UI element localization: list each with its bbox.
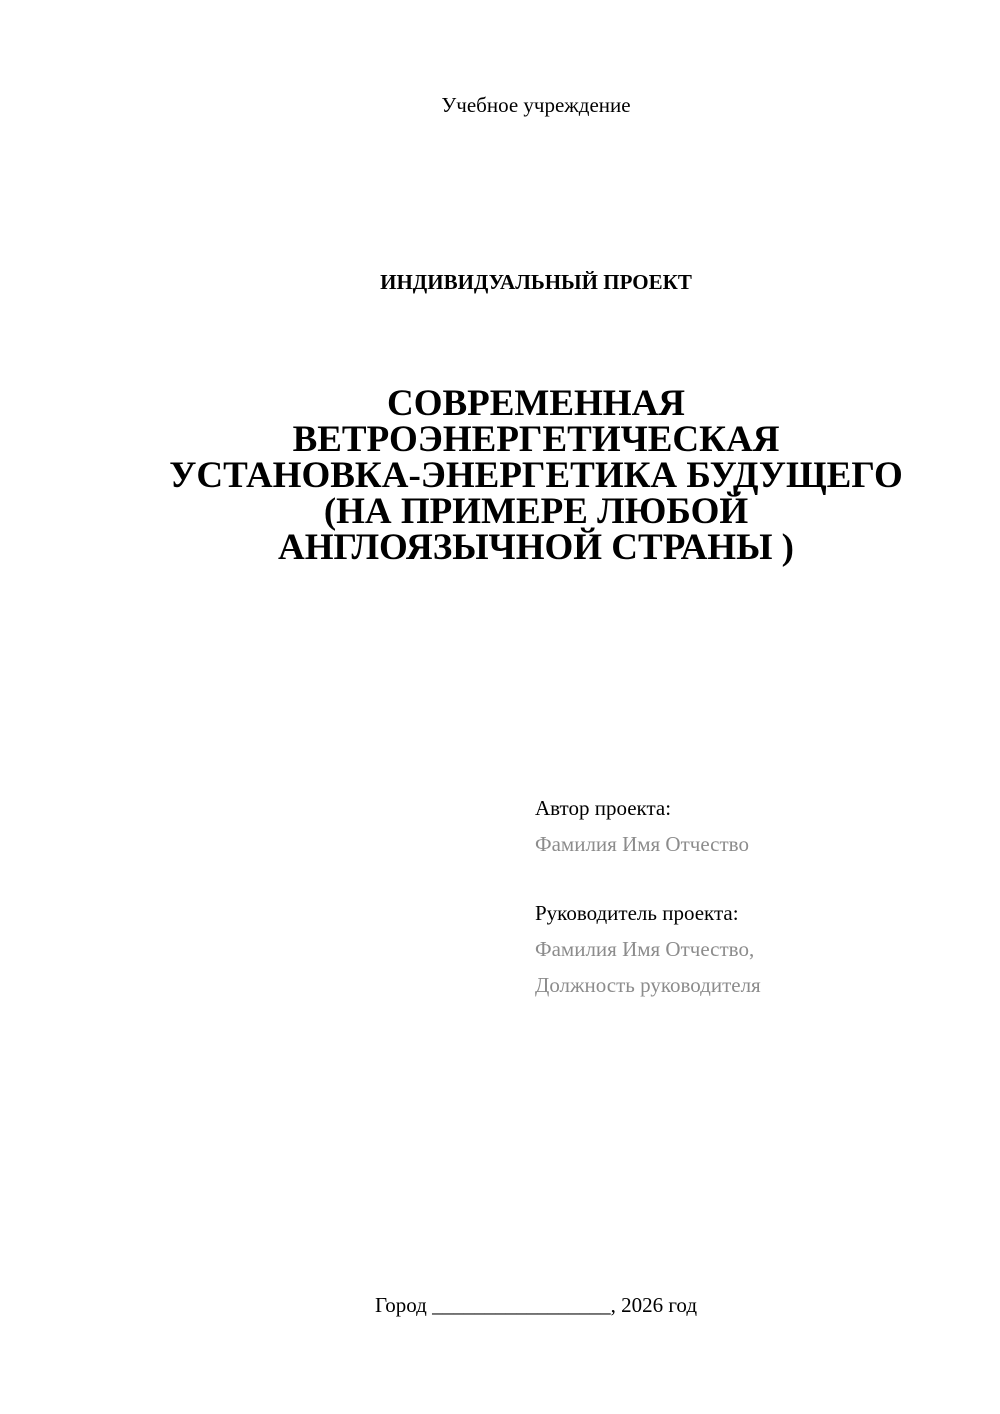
title-line: АНГЛОЯЗЫЧНОЙ СТРАНЫ ) — [278, 527, 794, 568]
project-title — [150, 383, 922, 568]
title-line: (НА ПРИМЕРЕ ЛЮБОЙ — [323, 491, 749, 532]
title-line: СОВРЕМЕННАЯ — [386, 383, 686, 424]
author-name: Фамилия Имя Отчество — [535, 832, 749, 856]
title-line: УСТАНОВКА-ЭНЕРГЕТИКА БУДУЩЕГО — [169, 455, 903, 496]
author-label: Автор проекта: — [535, 796, 672, 820]
supervisor-label: Руководитель проекта: — [535, 901, 739, 925]
supervisor-name: Фамилия Имя Отчество, — [535, 937, 755, 961]
supervisor-position: Должность руководителя — [535, 973, 761, 997]
supervisor-block — [535, 895, 975, 1003]
author-block — [535, 790, 975, 862]
project-type-heading: ИНДИВИДУАЛЬНЫЙ ПРОЕКТ — [380, 270, 692, 294]
title-line: ВЕТРОЭНЕРГЕТИЧЕСКАЯ — [292, 419, 780, 460]
city-year-line: Город _________________, 2026 год — [374, 1293, 698, 1317]
institution-name: Учебное учреждение — [441, 93, 631, 117]
